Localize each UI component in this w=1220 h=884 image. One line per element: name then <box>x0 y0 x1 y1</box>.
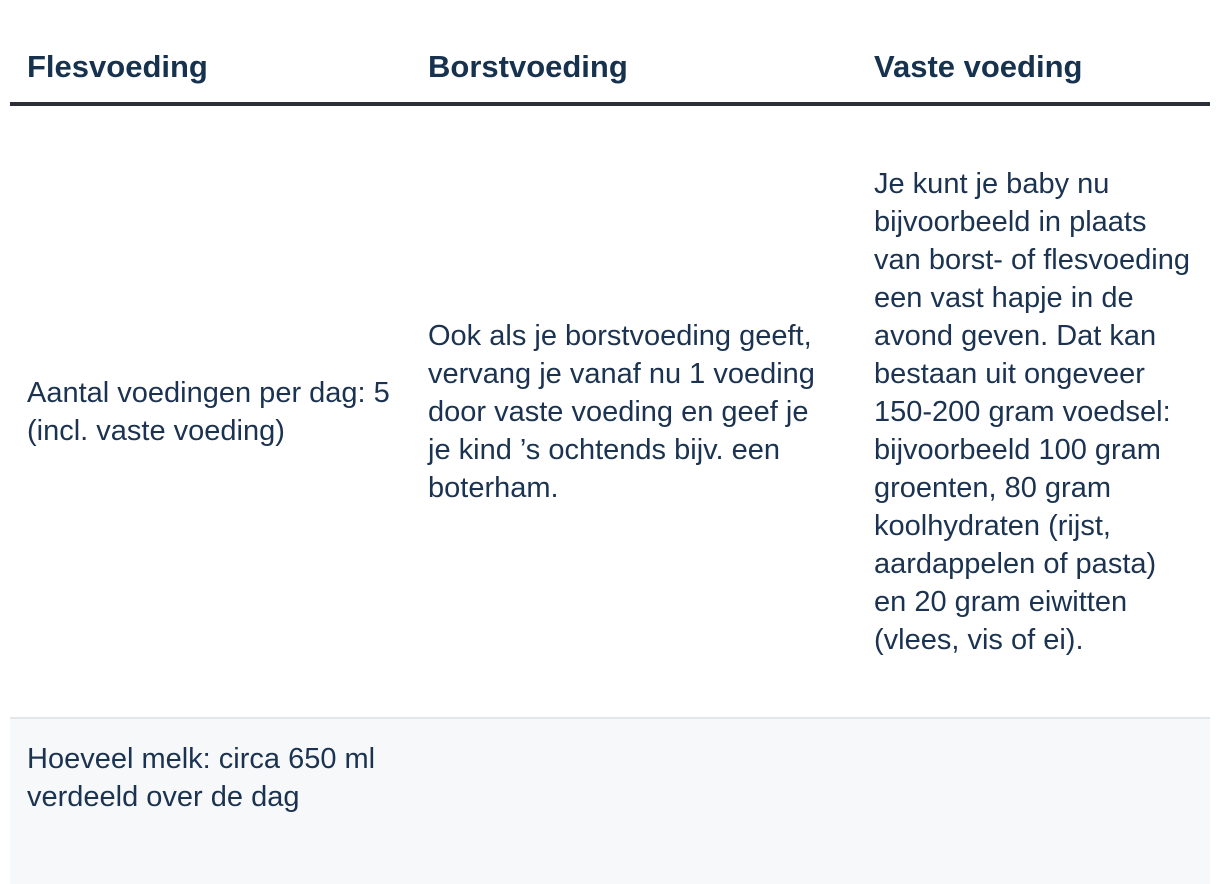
cell-text: Hoeveel melk: circa 650 ml verdeeld over de dag <box>27 743 376 813</box>
cell-text: Ook als je borstvoeding geeft, vervang je vanaf nu 1 voeding door vaste voeding en geef je je kind ’s ochtends bijv. een boterham. <box>428 319 815 504</box>
header-borstvoeding <box>411 0 857 104</box>
table-cell <box>10 104 411 718</box>
table-cell <box>411 104 857 718</box>
table-cell <box>857 718 1210 884</box>
table-cell <box>411 718 857 884</box>
header-label: Flesvoeding <box>27 49 208 84</box>
header-label: Vaste voeding <box>874 49 1083 84</box>
header-row <box>10 0 1210 104</box>
feeding-table <box>10 0 1210 884</box>
table-header <box>10 0 1210 104</box>
header-label: Borstvoeding <box>428 49 628 84</box>
header-flesvoeding <box>10 0 411 104</box>
table-row <box>10 104 1210 718</box>
table-cell <box>10 718 411 884</box>
table-row <box>10 718 1210 884</box>
cell-text: Je kunt je baby nu bijvoorbeeld in plaats van borst- of flesvoeding een vast hapje in de avond geven. Dat kan bestaan uit ongeveer 150-200 gram voedsel: bijvoorbeeld 100 gram groenten, 80 gram koolhydraten (rijst, aardappelen of pasta) en 20 gram eiwitten (vlees, vis of ei). <box>874 167 1190 656</box>
table-body <box>10 104 1210 884</box>
header-vaste-voeding <box>857 0 1210 104</box>
table-cell <box>857 104 1210 718</box>
feeding-table-container <box>10 0 1210 884</box>
cell-text: Aantal voedingen per dag: 5 (incl. vaste voeding) <box>27 376 390 447</box>
